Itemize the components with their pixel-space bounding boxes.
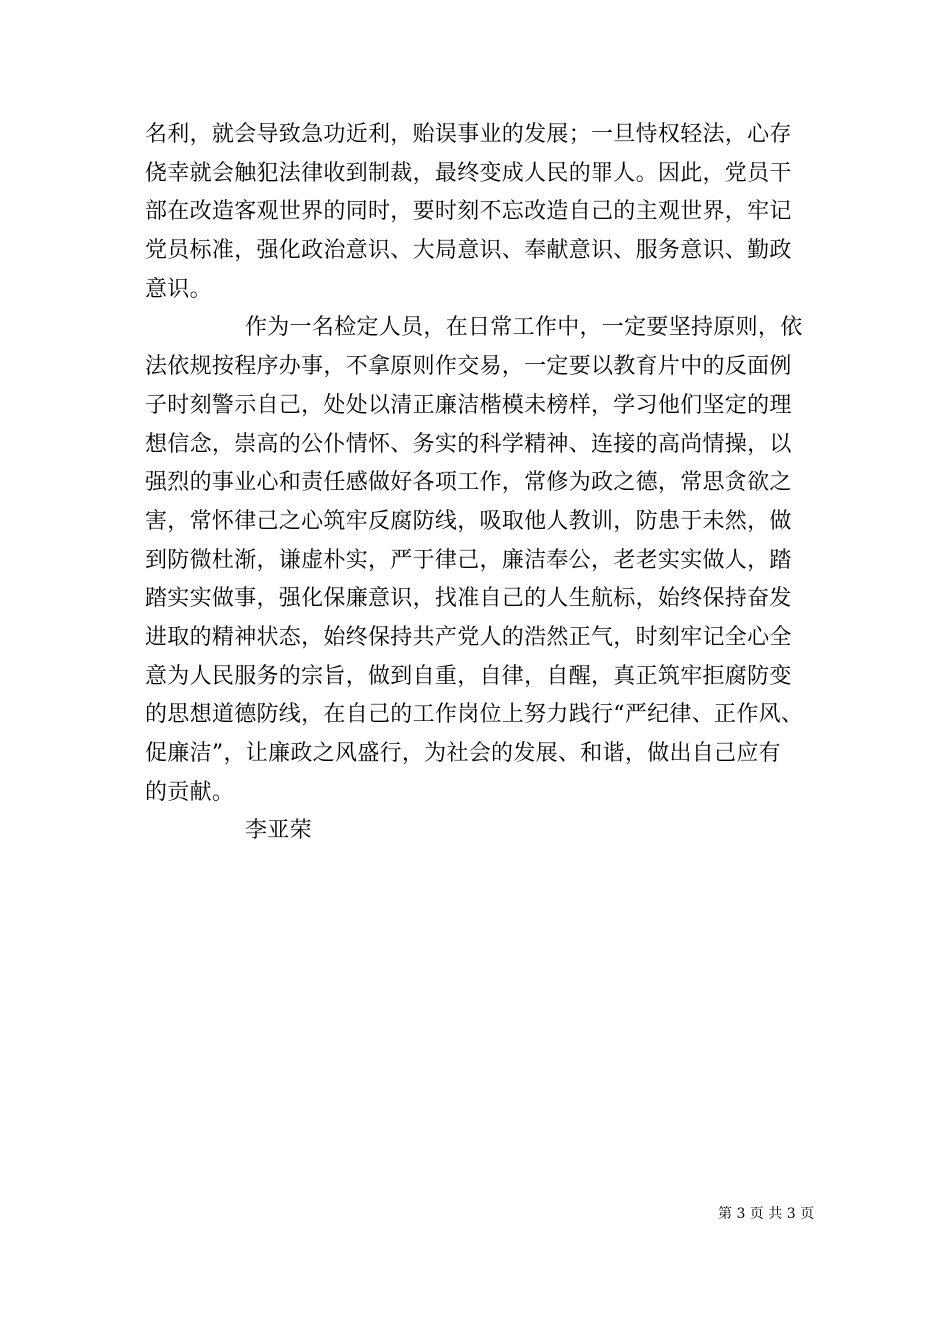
text-line: 名利，就会导致急功近利，贻误事业的发展；一旦恃权轻法，心存	[145, 122, 792, 147]
text-line: 踏实实做事，强化保廉意识，找准自己的人生航标，始终保持奋发	[145, 586, 792, 612]
text-line: 害，常怀律己之心筑牢反腐防线，吸取他人教训，防患于未然，做	[145, 508, 792, 534]
text-line: 想信念，崇高的公仆情怀、务实的科学精神、连接的高尚情操，以	[145, 431, 792, 457]
text-line: 促廉洁”，让廉政之风盛行，为社会的发展、和谐，做出自己应有	[145, 741, 781, 766]
signature: 李亚荣	[245, 818, 312, 844]
text-line: 作为一名检定人员，在日常工作中，一定要坚持原则，依	[245, 315, 803, 341]
text-line: 部在改造客观世界的同时，要时刻不忘改造自己的主观世界，牢记	[145, 199, 792, 225]
page-footer	[718, 1205, 814, 1223]
text-line: 党员标准，强化政治意识、大局意识、奉献意识、服务意识、勤政	[145, 238, 792, 264]
paragraph-2	[145, 309, 810, 812]
text-line: 侥幸就会触犯法律收到制裁，最终变成人民的罪人。因此，党员干	[145, 160, 792, 186]
paragraph-1	[145, 116, 810, 309]
text-line: 的思想道德防线，在自己的工作岗位上努力践行“严纪律、正作风、	[145, 702, 804, 728]
text-line: 子时刻警示自己，处处以清正廉洁楷模未榜样，学习他们坚定的理	[145, 392, 792, 418]
text-line: 进取的精神状态，始终保持共产党人的浩然正气，时刻牢记全心全	[145, 624, 792, 650]
text-line: 强烈的事业心和责任感做好各项工作，常修为政之德，常思贪欲之	[145, 470, 792, 496]
document-body	[145, 116, 810, 851]
text-line: 意为人民服务的宗旨，做到自重，自律，自醒，真正筑牢拒腐防变	[145, 663, 792, 689]
text-line: 的贡献。	[145, 779, 235, 805]
page-indicator: 第 3 页 共 3 页	[718, 1206, 815, 1222]
text-line: 意识。	[145, 276, 212, 302]
text-line: 法依规按程序办事，不拿原则作交易，一定要以教育片中的反面例	[145, 354, 792, 380]
text-line: 到防微杜渐，谦虚朴实，严于律己，廉洁奉公，老老实实做人，踏	[145, 547, 792, 573]
